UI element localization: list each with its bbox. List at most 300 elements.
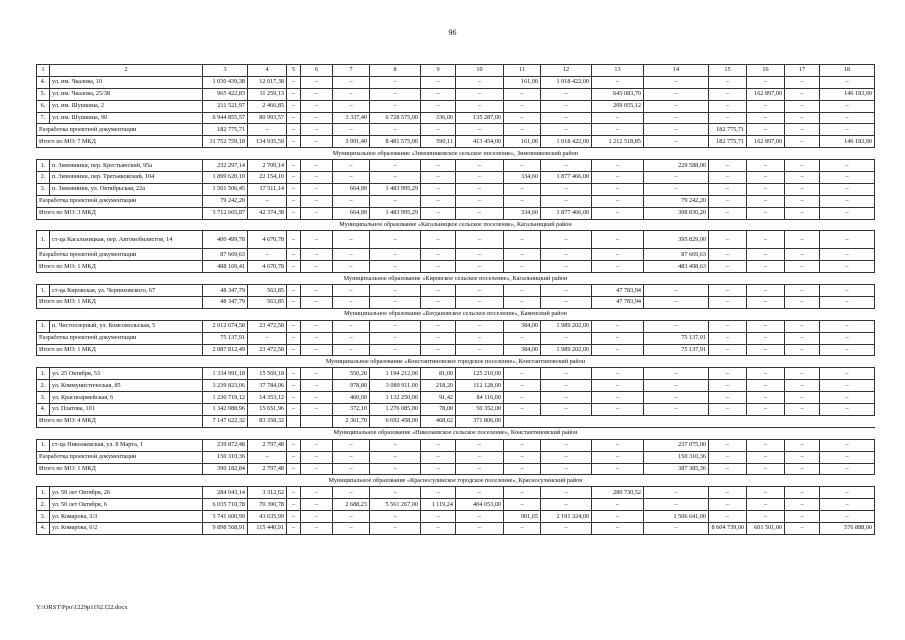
table-cell: 2 191 324,00 [541,511,592,523]
table-cell: – [820,76,875,88]
table-cell: 3. [37,183,50,195]
table-cell: 70 390,78 [248,499,287,511]
table-cell: – [287,195,301,207]
table-cell: – [709,499,747,511]
row-label: Разработка проектной документации [37,195,203,207]
table-cell: – [541,368,592,380]
table-cell: 965 422,83 [203,88,248,100]
table-cell: – [592,463,644,475]
table-cell: – [709,261,747,273]
table-cell: 372,10 [333,404,370,416]
table-cell: – [820,160,875,172]
table-cell: 37 784,06 [248,380,287,392]
table-cell: – [248,451,287,463]
table-cell: 1 276 085,00 [370,404,421,416]
column-number: 5 [287,65,301,77]
table-cell: – [301,285,333,297]
table-cell: – [644,320,709,332]
column-number: 4 [248,65,287,77]
table-cell: – [820,183,875,195]
table-cell: 1 230 719,12 [203,392,248,404]
table-cell: – [370,332,421,344]
column-number: 9 [421,65,456,77]
table-cell: – [370,285,421,297]
table-cell: – [709,463,747,475]
table-cell: – [287,136,301,148]
table-cell: – [709,100,747,112]
table-cell: 22 154,10 [248,172,287,184]
table-cell: – [421,195,456,207]
table-cell: 576 888,00 [820,522,875,534]
table-cell: – [747,451,785,463]
table-cell: – [421,231,456,249]
table-cell: 150 310,36 [203,451,248,463]
table-cell: 468,62 [421,415,456,427]
address-cell: ул. им. Шушкина, 90 [50,112,203,124]
table-cell: – [541,88,592,100]
table-cell: – [644,522,709,534]
table-cell: – [709,285,747,297]
section-heading: Муниципальное образование «Кагальницкое сельское поселение», Кагальницкий район [37,219,875,231]
table-cell [301,415,333,427]
table-cell: – [370,463,421,475]
table-cell: – [820,195,875,207]
table-cell: – [747,392,785,404]
table-cell: – [747,249,785,261]
table-cell: – [287,404,301,416]
table-cell: 43 635,99 [248,511,287,523]
table-cell: – [370,172,421,184]
table-cell: – [747,332,785,344]
table-cell: – [287,380,301,392]
table-cell: – [504,195,541,207]
address-cell: ул. им. Чкалова, 25/38 [50,88,203,100]
table-cell: – [287,100,301,112]
table-cell: – [541,183,592,195]
table-cell: – [785,231,820,249]
table-cell: – [504,160,541,172]
table-cell: 2. [37,380,50,392]
table-cell: – [504,392,541,404]
address-cell: ул. Платова, 101 [50,404,203,416]
table-cell: – [592,451,644,463]
table-cell: – [421,332,456,344]
table-cell: – [747,207,785,219]
empty-cell [709,415,747,427]
table-cell: – [301,124,333,136]
table-cell: – [421,261,456,273]
table-cell: – [301,392,333,404]
table-cell: 5 561 267,00 [370,499,421,511]
table-cell: – [820,124,875,136]
table-cell: 15 651,96 [248,404,287,416]
table-cell: – [301,112,333,124]
table-cell: – [785,522,820,534]
table-cell: 3 337,40 [333,112,370,124]
table-cell: – [592,380,644,392]
table-row [37,511,875,523]
table-cell: – [287,499,301,511]
table-cell: – [301,297,333,309]
table-cell: 2 797,48 [248,439,287,451]
table-cell: 7. [37,112,50,124]
table-cell: – [592,112,644,124]
table-cell: – [456,195,504,207]
table-row [37,160,875,172]
table-cell: – [456,76,504,88]
table-cell: – [456,511,504,523]
table-cell: 162 897,00 [747,136,785,148]
table-cell: – [541,231,592,249]
table-cell: – [421,183,456,195]
address-cell: ул. им. Чкалова, 10 [50,76,203,88]
section-heading: Муниципальное образование «Богдановское сельское поселение», Каменский район [37,308,875,320]
table-cell: 75 137,91 [644,332,709,344]
table-cell: – [541,100,592,112]
table-cell: – [820,231,875,249]
table-cell: – [785,76,820,88]
table-cell: – [709,487,747,499]
empty-cell [504,415,541,427]
footer-file-path: Y:\ORST\Ppo\1229p1192.f22.docx [36,604,128,611]
table-cell: 182 775,71 [709,136,747,148]
column-number: 15 [709,65,747,77]
table-cell: 978,80 [333,380,370,392]
empty-cell [820,415,875,427]
table-cell: – [785,380,820,392]
table-cell: – [644,368,709,380]
table-cell: – [421,487,456,499]
table-cell: – [333,285,370,297]
table-cell: 550,20 [333,368,370,380]
address-cell: п. Зимовники, пер. Третьяковский, 104 [50,172,203,184]
table-cell: – [592,439,644,451]
address-cell: ст-ца Кагальницкая, пер. Автомобилистов, 14 [50,231,203,249]
table-cell: – [820,511,875,523]
table-cell: – [248,332,287,344]
table-cell: – [370,100,421,112]
table-cell: – [709,439,747,451]
table-cell: 387 385,36 [644,463,709,475]
table-row [37,112,875,124]
table-cell: – [333,344,370,356]
table-cell: – [301,183,333,195]
table-cell: – [747,172,785,184]
table-row [37,183,875,195]
table-cell: 308 830,20 [644,207,709,219]
table-cell: – [333,511,370,523]
table-cell: 12 017,38 [248,76,287,88]
table-cell: 390 182,84 [203,463,248,475]
table-cell: – [747,183,785,195]
table-cell: 4. [37,76,50,88]
address-cell: п. Зимовники, пер. Крестьянский, 95а [50,160,203,172]
table-cell: – [644,100,709,112]
table-cell: – [541,439,592,451]
address-cell: п. Чистоозерный, ул. Комсомольская, 5 [50,320,203,332]
table-cell: 563,85 [248,285,287,297]
column-number: 16 [747,65,785,77]
table-row [37,231,875,249]
table-cell: – [421,451,456,463]
table-cell: – [820,487,875,499]
table-cell: – [541,124,592,136]
table-cell: 3 712 665,87 [203,207,248,219]
table-cell: 229 588,00 [644,160,709,172]
table-cell: – [592,511,644,523]
table-cell: – [421,297,456,309]
table-cell: – [820,439,875,451]
table-cell: – [785,344,820,356]
table-cell: 384,00 [504,344,541,356]
table-cell: – [644,499,709,511]
table-cell: – [709,297,747,309]
table-cell: – [820,297,875,309]
column-number: 10 [456,65,504,77]
table-cell: – [644,380,709,392]
empty-cell [747,415,785,427]
section-heading: Муниципальное образование «Кировское сельское поселение», Кагальницкий район [37,273,875,285]
column-number: 18 [820,65,875,77]
empty-cell [644,415,709,427]
table-cell: – [333,160,370,172]
table-cell: – [592,404,644,416]
table-cell: – [820,249,875,261]
section-heading-row [37,148,875,160]
empty-cell [785,415,820,427]
table-cell: – [421,511,456,523]
table-cell: 75 137,91 [644,344,709,356]
table-cell: 3 741 600,99 [203,511,248,523]
table-cell: – [785,392,820,404]
table-cell: 211 521,97 [203,100,248,112]
table-cell: 9 898 568,91 [203,522,248,534]
table-cell: – [785,261,820,273]
table-cell: 15 569,18 [248,368,287,380]
table-cell: – [370,160,421,172]
table-cell: 161,00 [504,136,541,148]
table-cell: 115 440,91 [248,522,287,534]
table-cell: – [456,332,504,344]
table-cell: – [456,320,504,332]
table-cell: – [820,392,875,404]
table-cell: – [785,320,820,332]
table-cell: 146 183,00 [820,88,875,100]
table-cell: – [785,136,820,148]
table-cell: – [644,392,709,404]
address-cell: ул. Коммунистическая, 85 [50,380,203,392]
table-cell: – [785,511,820,523]
table-cell: – [644,285,709,297]
table-cell: – [541,249,592,261]
table-cell: – [287,183,301,195]
table-cell: 1 483 995,29 [370,207,421,219]
table-cell: 5. [37,88,50,100]
table-cell: 1. [37,231,50,249]
table-cell: – [785,124,820,136]
table-cell: – [456,172,504,184]
table-cell: 17 511,14 [248,183,287,195]
table-row [37,249,875,261]
table-cell: – [541,463,592,475]
table-cell: 371 806,00 [456,415,504,427]
table-cell: – [504,249,541,261]
table-cell: – [541,195,592,207]
section-heading-row [37,308,875,320]
table-cell: 1. [37,285,50,297]
table-cell: – [287,88,301,100]
table-cell: – [370,124,421,136]
row-label: Разработка проектной документации [37,124,203,136]
column-number: 13 [592,65,644,77]
section-heading-row [37,427,875,439]
table-cell: – [747,124,785,136]
table-cell: – [370,249,421,261]
table-cell: 83 358,32 [248,415,287,427]
table-cell: 146 183,00 [820,136,875,148]
table-cell: – [785,172,820,184]
table-cell: – [709,231,747,249]
table-cell: 50 352,00 [456,404,504,416]
table-cell: – [644,76,709,88]
table-cell: – [709,207,747,219]
table-cell: 81,00 [421,368,456,380]
table-cell: 1 899 620,10 [203,172,248,184]
table-cell: 78,00 [421,404,456,416]
table-cell: 404 053,00 [456,499,504,511]
table-cell: 563,85 [248,297,287,309]
table-cell: 488 169,41 [203,261,248,273]
table-cell: – [709,249,747,261]
table-cell: – [709,392,747,404]
table-cell: – [541,261,592,273]
column-number: 11 [504,65,541,77]
table-cell: – [287,439,301,451]
table-cell: – [248,124,287,136]
table-cell: – [456,100,504,112]
address-cell: ул. 50 лет Октября, 26 [50,487,203,499]
table-cell: – [456,124,504,136]
table-cell: 2. [37,499,50,511]
table-cell: – [592,368,644,380]
table-cell: – [747,160,785,172]
table-cell: – [333,320,370,332]
table-cell: 4. [37,522,50,534]
table-cell: – [504,183,541,195]
table-cell: – [820,207,875,219]
table-cell: – [747,112,785,124]
table-cell: 1 334 991,18 [203,368,248,380]
address-cell: ст-ца Николаевская, ул. 8 Марта, 1 [50,439,203,451]
table-cell: – [820,380,875,392]
table-cell: – [820,100,875,112]
table-cell: – [592,124,644,136]
table-cell: – [301,404,333,416]
column-number: 8 [370,65,421,77]
table-cell: – [592,499,644,511]
address-cell: ул. Комарова, 3/3 [50,511,203,523]
table-cell: – [421,124,456,136]
table-row [37,195,875,207]
table-cell [287,415,301,427]
table-cell: – [644,404,709,416]
table-cell: – [301,511,333,523]
table-cell: – [333,522,370,534]
table-cell: – [421,88,456,100]
table-cell: – [541,392,592,404]
table-cell: – [592,332,644,344]
table-cell: – [504,404,541,416]
table-cell: – [456,439,504,451]
table-cell: – [785,487,820,499]
table-cell: 1. [37,160,50,172]
table-cell: – [747,297,785,309]
table-row [37,172,875,184]
table-cell: – [370,320,421,332]
table-cell: 1 212 518,85 [592,136,644,148]
table-cell: 1. [37,320,50,332]
table-cell: – [421,522,456,534]
table-row [37,522,875,534]
table-cell: – [301,463,333,475]
table-cell: – [709,195,747,207]
table-cell: – [747,76,785,88]
table-cell: – [785,249,820,261]
table-cell: – [504,112,541,124]
table-cell: – [541,499,592,511]
table-cell: – [644,183,709,195]
table-cell: – [456,88,504,100]
table-cell: – [820,404,875,416]
table-cell: – [541,451,592,463]
table-cell: 125 210,00 [456,368,504,380]
table-cell: – [301,439,333,451]
table-cell: – [592,195,644,207]
table-cell: – [301,499,333,511]
table-cell: – [709,451,747,463]
table-cell: 6 728 575,00 [370,112,421,124]
table-cell: – [421,100,456,112]
row-label: Итого по МО: 1 МКД [37,297,203,309]
table-cell: – [287,392,301,404]
table-cell: – [333,231,370,249]
section-heading: Муниципальное образование «Николаевское сельское поселение», Константиновский район [37,427,875,439]
table-cell: – [541,404,592,416]
table-cell: 6 944 855,57 [203,112,248,124]
table-cell: 3 089 911,00 [370,380,421,392]
table-row [37,487,875,499]
table-cell: – [333,332,370,344]
table-cell: – [421,160,456,172]
column-number: 17 [785,65,820,77]
table-cell: – [287,124,301,136]
table-cell: – [785,285,820,297]
table-cell: – [785,195,820,207]
table-cell: – [287,249,301,261]
table-cell: 237 075,00 [644,439,709,451]
table-cell: 1 501 506,45 [203,183,248,195]
table-cell: – [709,332,747,344]
column-number: 6 [301,65,333,77]
table-cell: – [785,112,820,124]
table-cell: – [820,344,875,356]
table-cell: 3 239 823,06 [203,380,248,392]
table-cell: – [333,76,370,88]
table-cell: 8 604 739,00 [709,522,747,534]
table-cell: 1. [37,439,50,451]
table-cell: 112 128,00 [456,380,504,392]
table-cell: – [287,172,301,184]
